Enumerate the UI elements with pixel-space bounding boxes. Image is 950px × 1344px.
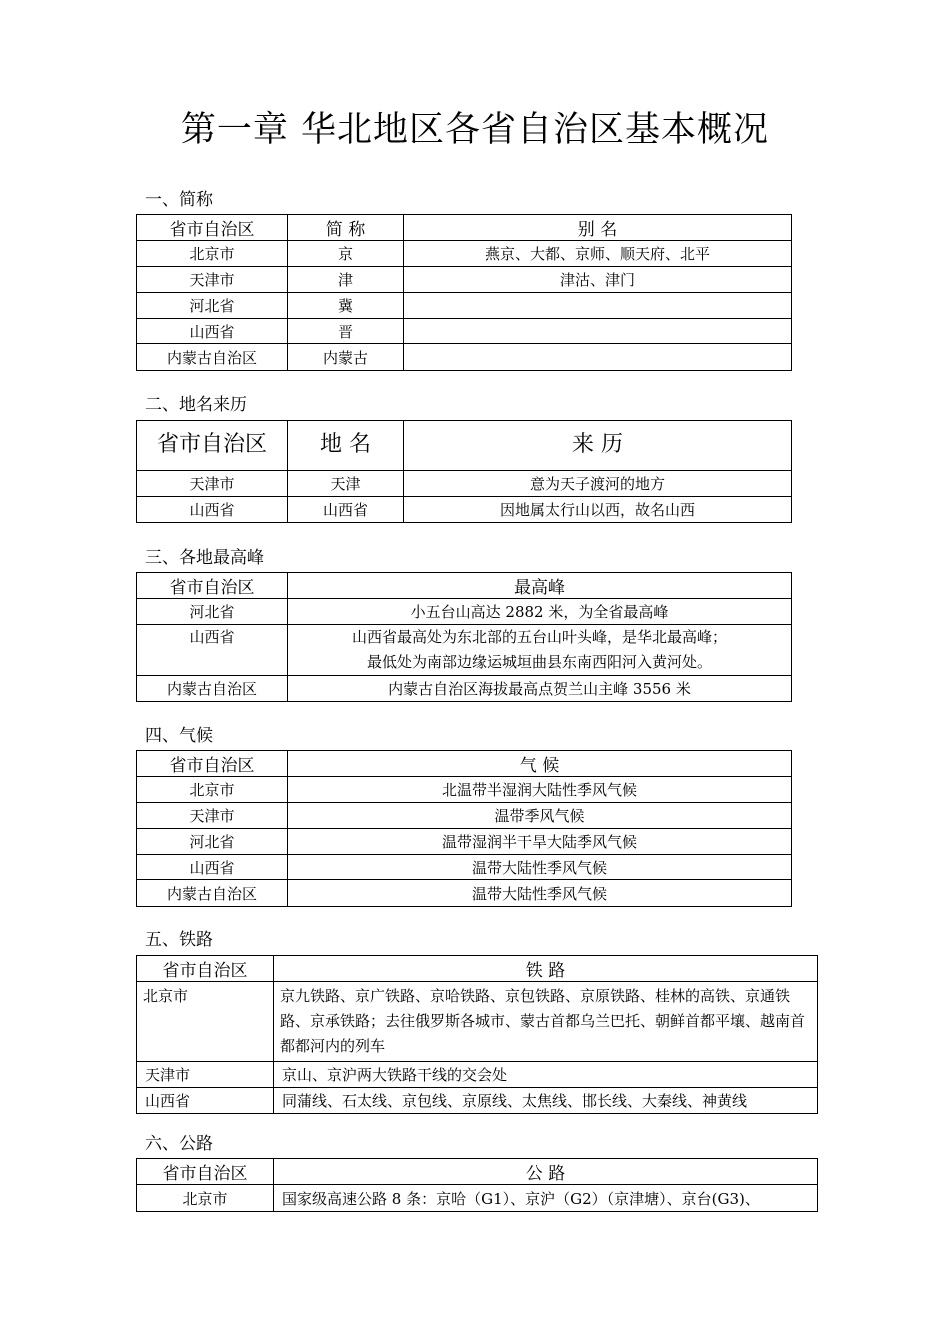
header-region: 省市自治区 <box>137 421 288 471</box>
table-cell: 山西省 <box>137 1088 274 1114</box>
table-cell: 内蒙古自治区 <box>137 344 288 371</box>
section-heading-name-origin: 二、地名来历 <box>145 395 247 415</box>
highest-peak-table <box>136 572 792 702</box>
page-title: 第一章 华北地区各省自治区基本概况 <box>180 110 770 150</box>
header-climate: 气 候 <box>288 751 792 777</box>
header-highest-peak: 最高峰 <box>288 573 792 599</box>
table-cell: 京 <box>288 241 404 267</box>
table-cell: 晋 <box>288 319 404 344</box>
header-region: 省市自治区 <box>137 215 288 241</box>
table-cell: 北京市 <box>137 241 288 267</box>
table-cell: 山西省 <box>288 497 404 523</box>
section-heading-railway: 五、铁路 <box>145 930 213 950</box>
table-cell: 冀 <box>288 293 404 319</box>
header-place-name: 地 名 <box>288 421 404 471</box>
header-alias: 别 名 <box>404 215 792 241</box>
table-cell: 北温带半湿润大陆性季风气候 <box>288 777 792 803</box>
table-cell <box>404 344 792 371</box>
table-cell: 山西省 <box>137 625 288 676</box>
table-cell: 天津市 <box>137 471 288 497</box>
table-cell: 温带季风气候 <box>288 803 792 829</box>
table-cell: 小五台山高达 2882 米，为全省最高峰 <box>288 599 792 625</box>
table-cell: 同蒲线、石太线、京包线、京原线、太焦线、邯长线、大秦线、神黄线 <box>274 1088 818 1114</box>
table-cell: 京山、京沪两大铁路干线的交会处 <box>274 1062 818 1088</box>
table-cell: 内蒙古自治区海拔最高点贺兰山主峰 3556 米 <box>288 676 792 702</box>
table-cell: 内蒙古自治区 <box>137 880 288 907</box>
table-cell: 山西省 <box>137 855 288 880</box>
header-origin: 来 历 <box>404 421 792 471</box>
highway-table <box>136 1158 818 1212</box>
table-cell: 津沽、津门 <box>404 267 792 293</box>
header-highway: 公 路 <box>274 1159 818 1185</box>
table-cell: 山西省 <box>137 497 288 523</box>
section-heading-highest-peak: 三、各地最高峰 <box>145 548 264 568</box>
table-cell: 北京市 <box>137 777 288 803</box>
header-region: 省市自治区 <box>137 573 288 599</box>
table-cell: 北京市 <box>137 1185 274 1212</box>
table-cell: 内蒙古自治区 <box>137 676 288 702</box>
table-cell: 京九铁路、京广铁路、京哈铁路、京包铁路、京原铁路、桂林的高铁、京通铁路、京承铁路；去往俄罗斯各城市、蒙古首都乌兰巴托、朝鲜首都平壤、越南首都都河内的列车 <box>274 982 818 1062</box>
table-cell <box>404 319 792 344</box>
header-region: 省市自治区 <box>137 1159 274 1185</box>
table-cell: 山西省最高处为东北部的五台山叶头峰，是华北最高峰； 最低处为南部边缘运城垣曲县东南西阳河入黄河处。 <box>288 625 792 676</box>
section-heading-climate: 四、气候 <box>145 726 213 746</box>
table-cell: 山西省 <box>137 319 288 344</box>
table-cell: 意为天子渡河的地方 <box>404 471 792 497</box>
table-cell: 燕京、大都、京师、顺天府、北平 <box>404 241 792 267</box>
climate-table <box>136 750 792 907</box>
section-heading-abbreviation: 一、简称 <box>145 190 213 210</box>
table-cell: 天津 <box>288 471 404 497</box>
table-cell: 河北省 <box>137 829 288 855</box>
table-cell: 天津市 <box>137 267 288 293</box>
table-cell: 津 <box>288 267 404 293</box>
table-cell: 因地属太行山以西，故名山西 <box>404 497 792 523</box>
header-region: 省市自治区 <box>137 956 274 982</box>
table-cell: 温带大陆性季风气候 <box>288 880 792 907</box>
table-cell <box>404 293 792 319</box>
abbreviation-table <box>136 214 792 371</box>
table-cell: 温带大陆性季风气候 <box>288 855 792 880</box>
section-heading-highway: 六、公路 <box>145 1134 213 1154</box>
header-abbreviation: 简 称 <box>288 215 404 241</box>
header-region: 省市自治区 <box>137 751 288 777</box>
table-cell: 北京市 <box>137 982 274 1062</box>
railway-table <box>136 955 818 1114</box>
table-cell: 国家级高速公路 8 条：京哈（G1）、京沪（G2）（京津塘）、京台(G3)、 <box>274 1185 818 1212</box>
table-cell: 河北省 <box>137 599 288 625</box>
name-origin-table <box>136 420 792 523</box>
table-cell: 温带湿润半干旱大陆季风气候 <box>288 829 792 855</box>
table-cell: 河北省 <box>137 293 288 319</box>
table-cell: 内蒙古 <box>288 344 404 371</box>
header-railway: 铁 路 <box>274 956 818 982</box>
table-cell: 天津市 <box>137 803 288 829</box>
table-cell: 天津市 <box>137 1062 274 1088</box>
